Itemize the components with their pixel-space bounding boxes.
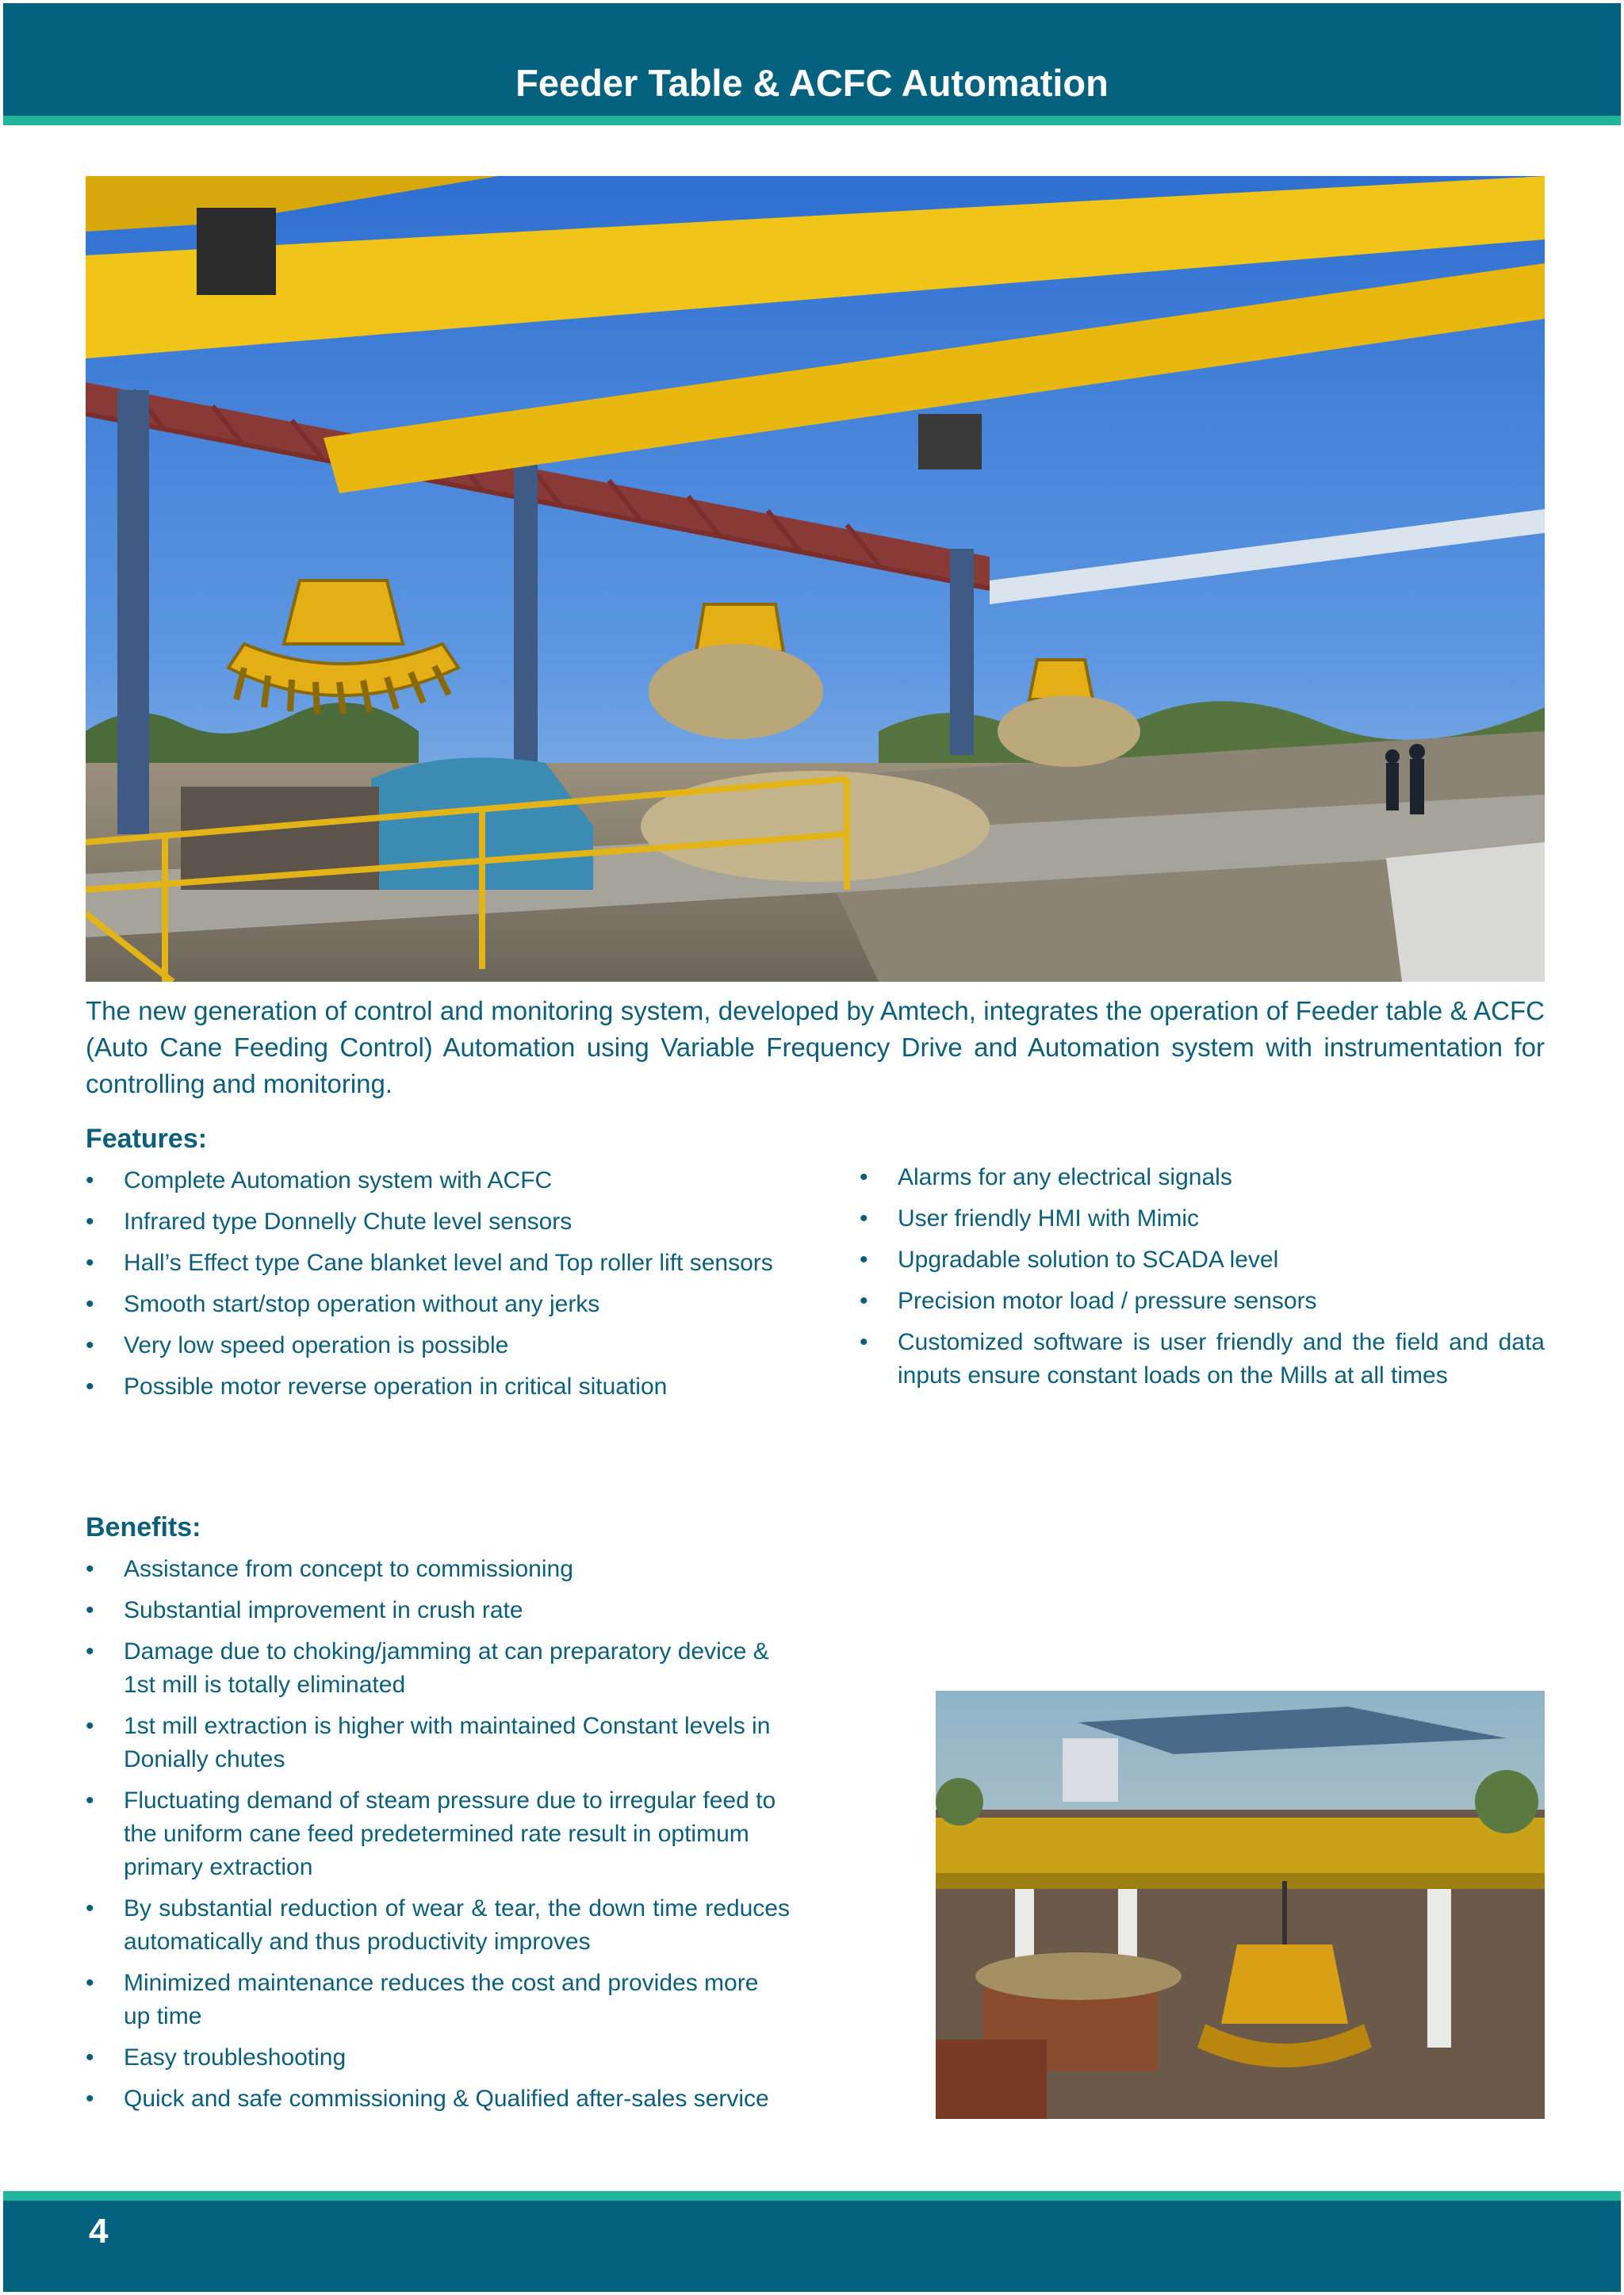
list-item: • Substantial improvement in crush rate (86, 1594, 790, 1627)
bullet-icon: • (86, 1374, 94, 1400)
crane-grab-photo (86, 176, 1545, 982)
list-item: • Quick and safe commissioning & Qualified after-sales service (86, 2082, 790, 2116)
list-item: • User friendly HMI with Mimic (860, 1202, 1545, 1236)
bullet-icon: • (860, 1164, 868, 1190)
list-item: • Upgradable solution to SCADA level (860, 1243, 1545, 1277)
list-item: • Minimized maintenance reduces the cost and provides more up time (86, 1967, 790, 2033)
bullet-icon: • (86, 1787, 94, 1814)
page-number: 4 (89, 2212, 109, 2251)
bullet-icon: • (86, 1597, 94, 1623)
list-item: • Easy troubleshooting (86, 2041, 790, 2075)
list-item: • Precision motor load / pressure sensors (860, 1285, 1545, 1318)
bullet-icon: • (860, 1205, 868, 1232)
bullet-icon: • (86, 2086, 94, 2112)
features-heading: Features: (86, 1124, 208, 1154)
list-item: • Very low speed operation is possible (86, 1329, 799, 1362)
intro-paragraph: The new generation of control and monitoring system, developed by Amtech, integrates the operation of Feeder table & ACFC (Auto Cane Feeding Control) Automation using Variable Frequency Drive and Automation system with instrumentation for controlling and monitoring. (86, 996, 1545, 1098)
bullet-icon: • (860, 1288, 868, 1314)
list-item: • Infrared type Donnelly Chute level sensors (86, 1205, 799, 1239)
list-item: • Customized software is user friendly and the field and data inputs ensure constant loads on the Mills at all times (860, 1326, 1545, 1393)
bullet-icon: • (86, 1291, 94, 1317)
list-item: • Alarms for any electrical signals (860, 1161, 1545, 1194)
list-item: • Fluctuating demand of steam pressure due to irregular feed to the uniform cane feed predetermined rate result in optimum primary extraction (86, 1784, 790, 1884)
features-list-right (860, 1161, 1545, 1400)
list-item: • 1st mill extraction is higher with maintained Constant levels in Donially chutes (86, 1710, 790, 1776)
bullet-icon: • (86, 1250, 94, 1276)
benefits-list (86, 1553, 790, 2124)
bullet-icon: • (86, 1556, 94, 1582)
list-item: • Smooth start/stop operation without any jerks (86, 1288, 799, 1321)
bullet-icon: • (86, 2044, 94, 2071)
list-item: • Damage due to choking/jamming at can preparatory device & 1st mill is totally eliminated (86, 1635, 790, 1702)
list-item: • Complete Automation system with ACFC (86, 1164, 799, 1197)
features-list-left (86, 1164, 799, 1412)
list-item: • Possible motor reverse operation in critical situation (86, 1370, 799, 1404)
bullet-icon: • (86, 1970, 94, 1996)
bullet-icon: • (86, 1713, 94, 1739)
list-item: • By substantial reduction of wear & tear, the down time reduces automatically and thus productivity improves (86, 1892, 790, 1959)
bullet-icon: • (860, 1329, 868, 1355)
bullet-icon: • (86, 1895, 94, 1921)
footer-accent-stripe (3, 2191, 1621, 2201)
page-title: Feeder Table & ACFC Automation (515, 62, 1109, 104)
benefits-heading: Benefits: (86, 1512, 201, 1542)
page-footer (3, 2201, 1621, 2292)
bullet-icon: • (86, 1209, 94, 1235)
bullet-icon: • (86, 1167, 94, 1193)
list-item: • Assistance from concept to commissioning (86, 1553, 790, 1586)
cane-yard-photo (936, 1691, 1545, 2119)
bullet-icon: • (860, 1247, 868, 1273)
header-accent-stripe (3, 116, 1621, 125)
bullet-icon: • (86, 1638, 94, 1665)
list-item: • Hall’s Effect type Cane blanket level and Top roller lift sensors (86, 1247, 799, 1280)
bullet-icon: • (86, 1332, 94, 1358)
